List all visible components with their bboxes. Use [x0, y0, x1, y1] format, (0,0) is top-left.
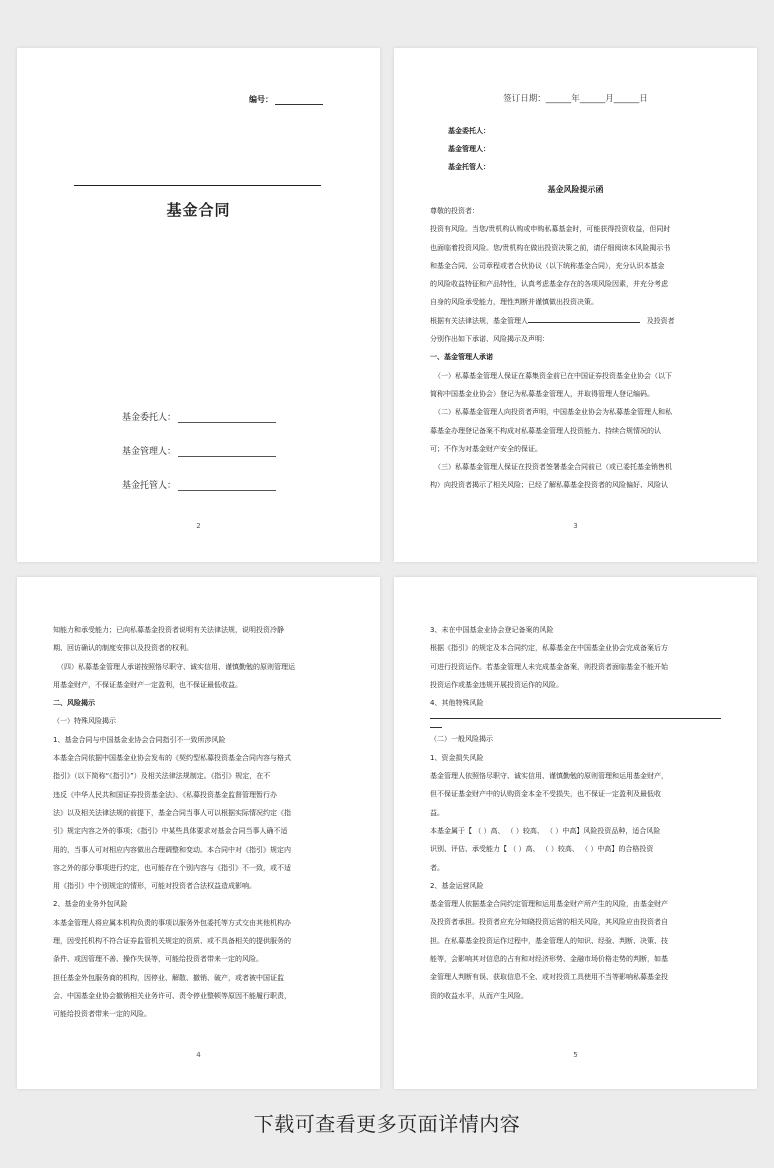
para-line: 但不保证基金财产中的认购资金本金不受损失，也不保证一定盈利及最低收: [430, 790, 661, 799]
item-heading: 2、基金运营风险: [430, 881, 484, 890]
para-line: [430, 312, 721, 330]
section-heading: 一、基金管理人承诺: [430, 353, 493, 362]
custodian-label: 基金托管人：: [122, 481, 177, 491]
para-line: 可能给投资者带来一定的风险。: [53, 1010, 151, 1019]
para-line: （三）私募基金管理人保证在投资者签署基金合同前已（或已委托基金销售机: [434, 463, 672, 472]
para-line: 期、回访确认的制度安排以及投资者的权利。: [53, 644, 193, 653]
para-line: 本基金合同依据中国基金业协会发布的《契约型私募投资基金合同内容与格式: [53, 754, 291, 763]
para-line: 分别作出如下承诺、风险揭示及声明：: [430, 335, 549, 344]
para-line: 募基金办理登记备案不构成对私募基金管理人投资能力、持续合规情况的认: [430, 426, 661, 435]
letter-body: [430, 202, 721, 495]
letter-title: 基金风险提示函: [547, 185, 604, 194]
para-line: （二）私募基金管理人向投资者声明，中国基金业协会为私募基金管理人和私: [434, 408, 672, 417]
para-line: 条件、或因管理不善、操作失误等，可能给投资者带来一定的风险。: [53, 955, 263, 964]
page-3-risk-letter: [394, 48, 757, 562]
para-line: 也面临着投资风险。您/贵机构在做出投资决策之前，请仔细阅读本风险揭示书: [430, 243, 671, 252]
para-line: 容之外的部分事项进行约定，也可能存在个别内容与《指引》不一致，或不适: [53, 863, 291, 872]
page-number: 2: [196, 522, 201, 530]
entrustor-blank: [178, 412, 276, 423]
entrustor-line: [122, 410, 276, 423]
para2-start: 根据有关法律法规，基金管理人: [430, 316, 528, 325]
contract-title: 基金合同: [166, 201, 231, 219]
item-heading: 2、基金的业务外包风险: [53, 900, 128, 909]
page-4-body: [53, 621, 344, 1024]
page-number: 4: [196, 1051, 201, 1059]
para-line: 能等，会影响其对信息的占有和对经济形势、金融市场价格走势的判断，如基: [430, 955, 668, 964]
para-line: 资的收益水平，从而产生风险。: [430, 991, 528, 1000]
para-line: 构）向投资者揭示了相关风险；已经了解私募基金投资者的风险偏好、风险认: [430, 481, 668, 490]
para-line: 自身的风险承受能力，理性判断并谨慎做出投资决策。: [430, 298, 598, 307]
page-5: [394, 577, 757, 1089]
contract-number-label: 编号：: [249, 95, 273, 104]
title-rule: [74, 185, 321, 186]
manager-line: [122, 444, 276, 457]
contract-number-blank: [275, 95, 323, 105]
para-line: 会、中国基金业协会撤销相关业务许可、责令停业整顿等原因不能履行职责，: [53, 991, 291, 1000]
item-heading: 4、其他特殊风险: [430, 699, 484, 708]
para-line: 本基金属于【 （ ）高、 （ ）较高、 （ ）中高】风险投资品种，适合风险: [430, 826, 661, 835]
para-line: 可进行投资运作。若基金管理人未完成基金备案，则投资者面临基金不能开始: [430, 662, 668, 671]
para-line: 理，因受托机构不符合证券监管机关规定的资质、或不具备相关的提供服务的: [53, 937, 291, 946]
custodian-line: [122, 478, 276, 491]
party-entrustor: 基金委托人：: [448, 127, 490, 135]
para-line: 益。: [430, 808, 444, 817]
para-line: 引》规定内容之外的事项；《指引》中某些具体要求对基金合同当事人确不适: [53, 827, 288, 836]
para-line: 指引》（以下简称“《指引》”）及相关法律法规制定。《指引》规定，在不: [53, 772, 271, 781]
para-line: （四）私募基金管理人承诺按照恪尽职守、诚实信用、谨慎勤勉的原则管理运: [57, 662, 295, 671]
subsection-heading: （一）特殊风险揭示: [53, 717, 116, 726]
para-line: 及投资者承担。投资者应充分知晓投资运营的相关风险，其风险应由投资者自: [430, 918, 668, 927]
manager-blank: [178, 446, 276, 457]
para-line: 的风险收益特征和产品特性，认真考虑基金存在的各项风险因素，并充分考虑: [430, 280, 668, 289]
section-heading: 二、风险揭示: [53, 699, 95, 708]
page-number: 5: [573, 1051, 578, 1059]
manager-name-blank: [528, 314, 640, 323]
para-line: （一）私募基金管理人保证在募集资金前已在中国证券投资基金业协会（以下: [434, 371, 672, 380]
download-caption: 下载可查看更多页面详情内容: [253, 1112, 521, 1136]
entrustor-label: 基金委托人：: [122, 413, 177, 423]
para-line: 法》以及相关法律法规的前提下，基金合同当事人可以根据实际情况约定《指: [53, 808, 291, 817]
para-line: 金管理人判断有误、获取信息不全、或对投资工具使用不当等影响私募基金投: [430, 973, 668, 982]
para-line: 根据《指引》的规定及本合同约定，私募基金在中国基金业协会完成备案后方: [430, 644, 668, 653]
item-heading: 1、基金合同与中国基金业协会合同指引不一致所涉风险: [53, 735, 226, 744]
greeting: 尊敬的投资者：: [430, 207, 479, 215]
para-line: 识别、评估、承受能力【 （ ）高、 （ ）较高、 （ ）中高】的合格投资: [430, 845, 654, 854]
sign-date: 签订日期：______年______月______日: [503, 94, 648, 104]
page-2-cover: [17, 48, 380, 562]
para-line: 违反《中华人民共和国证券投资基金法》、《私募投资基金监督管理暂行办: [53, 790, 277, 799]
fill-in-rule: [430, 718, 721, 719]
fill-in-rule-short: [430, 727, 442, 728]
para-line: 简称中国基金业协会）登记为私募基金管理人，并取得管理人登记编码。: [430, 389, 654, 398]
para-line: 基金管理人依据基金合同约定管理和运用基金财产所产生的风险，由基金财产: [430, 900, 668, 909]
item-heading: 3、未在中国基金业协会登记备案的风险: [430, 626, 554, 634]
contract-number: [249, 94, 323, 105]
party-custodian: 基金托管人：: [448, 163, 490, 171]
para-line: 知能力和承受能力；已向私募基金投资者说明有关法律法规，说明投资冷静: [53, 626, 284, 634]
page-4: [17, 577, 380, 1089]
para-line: 用的，当事人可对相应内容做出合理调整和变动。本合同中对《指引》规定内: [53, 845, 291, 854]
custodian-blank: [178, 480, 276, 491]
page-5-body: [430, 621, 721, 1005]
para2-end: 及投资者: [646, 316, 675, 325]
para-line: 投资运作或基金违规开展投资运作的风险。: [430, 680, 563, 689]
para-line: 担。在私募基金投资运作过程中，基金管理人的知识、经验、判断、决策、技: [430, 936, 668, 945]
para-line: 投资有风险。当您/贵机构认购或申购私募基金时，可能获得投资收益，但同时: [430, 225, 671, 234]
para-line: 可；不作为对基金财产安全的保证。: [430, 444, 542, 453]
para-line: 担任基金外包服务商的机构，因停业、解散、撤销、破产，或者被中国证监: [53, 973, 284, 982]
para-line: 用基金财产，不保证基金财产一定盈利，也不保证最低收益。: [53, 680, 242, 689]
subsection-heading: （二）一般风险揭示: [430, 735, 493, 744]
manager-label: 基金管理人：: [122, 447, 177, 457]
item-heading: 1、资金损失风险: [430, 753, 484, 762]
page-number: 3: [573, 522, 578, 530]
para-line: 和基金合同、公司章程或者合伙协议（以下统称基金合同），充分认识本基金: [430, 261, 665, 270]
para-line: 者。: [430, 863, 444, 872]
para-line: 本基金管理人将应属本机构负责的事项以服务外包委托等方式交由其他机构办: [53, 918, 291, 927]
para-line: 用《指引》中个别规定的情形，可能对投资者合法权益造成影响。: [53, 882, 256, 891]
party-manager: 基金管理人：: [448, 145, 490, 153]
para-line: 基金管理人依照恪尽职守、诚实信用、谨慎勤勉的原则管理和运用基金财产，: [430, 772, 668, 781]
